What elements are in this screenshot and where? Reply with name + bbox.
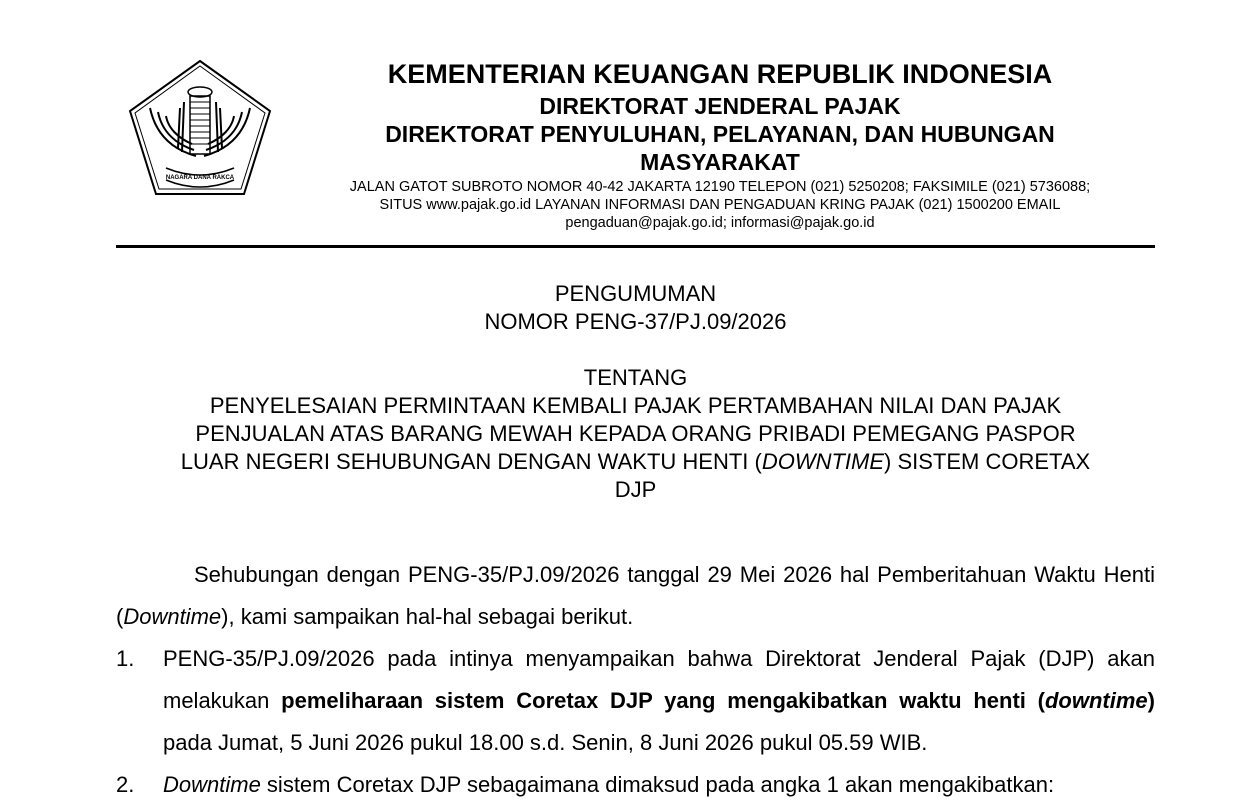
list-item-number: 1. xyxy=(116,646,135,671)
letterhead-divider xyxy=(116,245,1155,248)
subject-line-4: DJP xyxy=(614,477,657,502)
logo-seal-text: NAGARA DANA RAKCA xyxy=(165,175,235,181)
announcement-title xyxy=(116,280,1155,504)
ministry-logo xyxy=(126,58,274,198)
announcement-body xyxy=(116,554,1155,806)
list-item-2: 2. Downtime sistem Coretax DJP sebagaimana dimaksud pada angka 1 akan mengakibatkan: xyxy=(116,764,1155,806)
letterhead-address xyxy=(305,178,1135,232)
subject-line-1: PENYELESAIAN PERMINTAAN KEMBALI PAJAK PERTAMBAHAN NILAI DAN PAJAK xyxy=(209,393,1062,418)
announcement-about: TENTANG xyxy=(583,365,688,390)
list-item-1: 1. PENG-35/PJ.09/2026 pada intinya menyampaikan bahwa Direktorat Jenderal Pajak (DJP) akan melakukan pemeliharaan sistem Coretax DJP yang mengakibatkan waktu henti (downtime) pada Jumat, 5 Juni 2026 pukul 18.00 s.d. Senin, 8 Juni 2026 pukul 05.59 WIB. xyxy=(116,638,1155,764)
letterhead xyxy=(305,56,1135,232)
directorate-name-line2: MASYARAKAT xyxy=(640,149,800,175)
directorate-general-name: DIREKTORAT JENDERAL PAJAK xyxy=(539,93,901,119)
subject-line-3: LUAR NEGERI SEHUBUNGAN DENGAN WAKTU HENTI (DOWNTIME) SISTEM CORETAX xyxy=(180,449,1091,474)
list-item-number: 2. xyxy=(116,772,135,797)
intro-paragraph: Sehubungan dengan PENG-35/PJ.09/2026 tanggal 29 Mei 2026 hal Pemberitahuan Waktu Henti (Downtime), kami sampaikan hal-hal sebagai berikut. xyxy=(116,562,1155,629)
address-line-3: pengaduan@pajak.go.id; informasi@pajak.go.id xyxy=(565,215,875,231)
announcement-label: PENGUMUMAN xyxy=(554,281,717,306)
announcement-number: NOMOR PENG-37/PJ.09/2026 xyxy=(484,309,787,334)
ministry-name: KEMENTERIAN KEUANGAN REPUBLIK INDONESIA xyxy=(387,59,1053,89)
address-line-1: JALAN GATOT SUBROTO NOMOR 40-42 JAKARTA 12190 TELEPON (021) 5250208; FAKSIMILE (021) 5736088; xyxy=(349,179,1091,195)
directorate-name-line1: DIREKTORAT PENYULUHAN, PELAYANAN, DAN HUBUNGAN xyxy=(385,121,1055,147)
subject-line-2: PENJUALAN ATAS BARANG MEWAH KEPADA ORANG PRIBADI PEMEGANG PASPOR xyxy=(195,421,1076,446)
address-line-2: SITUS www.pajak.go.id LAYANAN INFORMASI DAN PENGADUAN KRING PAJAK (021) 1500200 EMAIL xyxy=(379,197,1061,213)
